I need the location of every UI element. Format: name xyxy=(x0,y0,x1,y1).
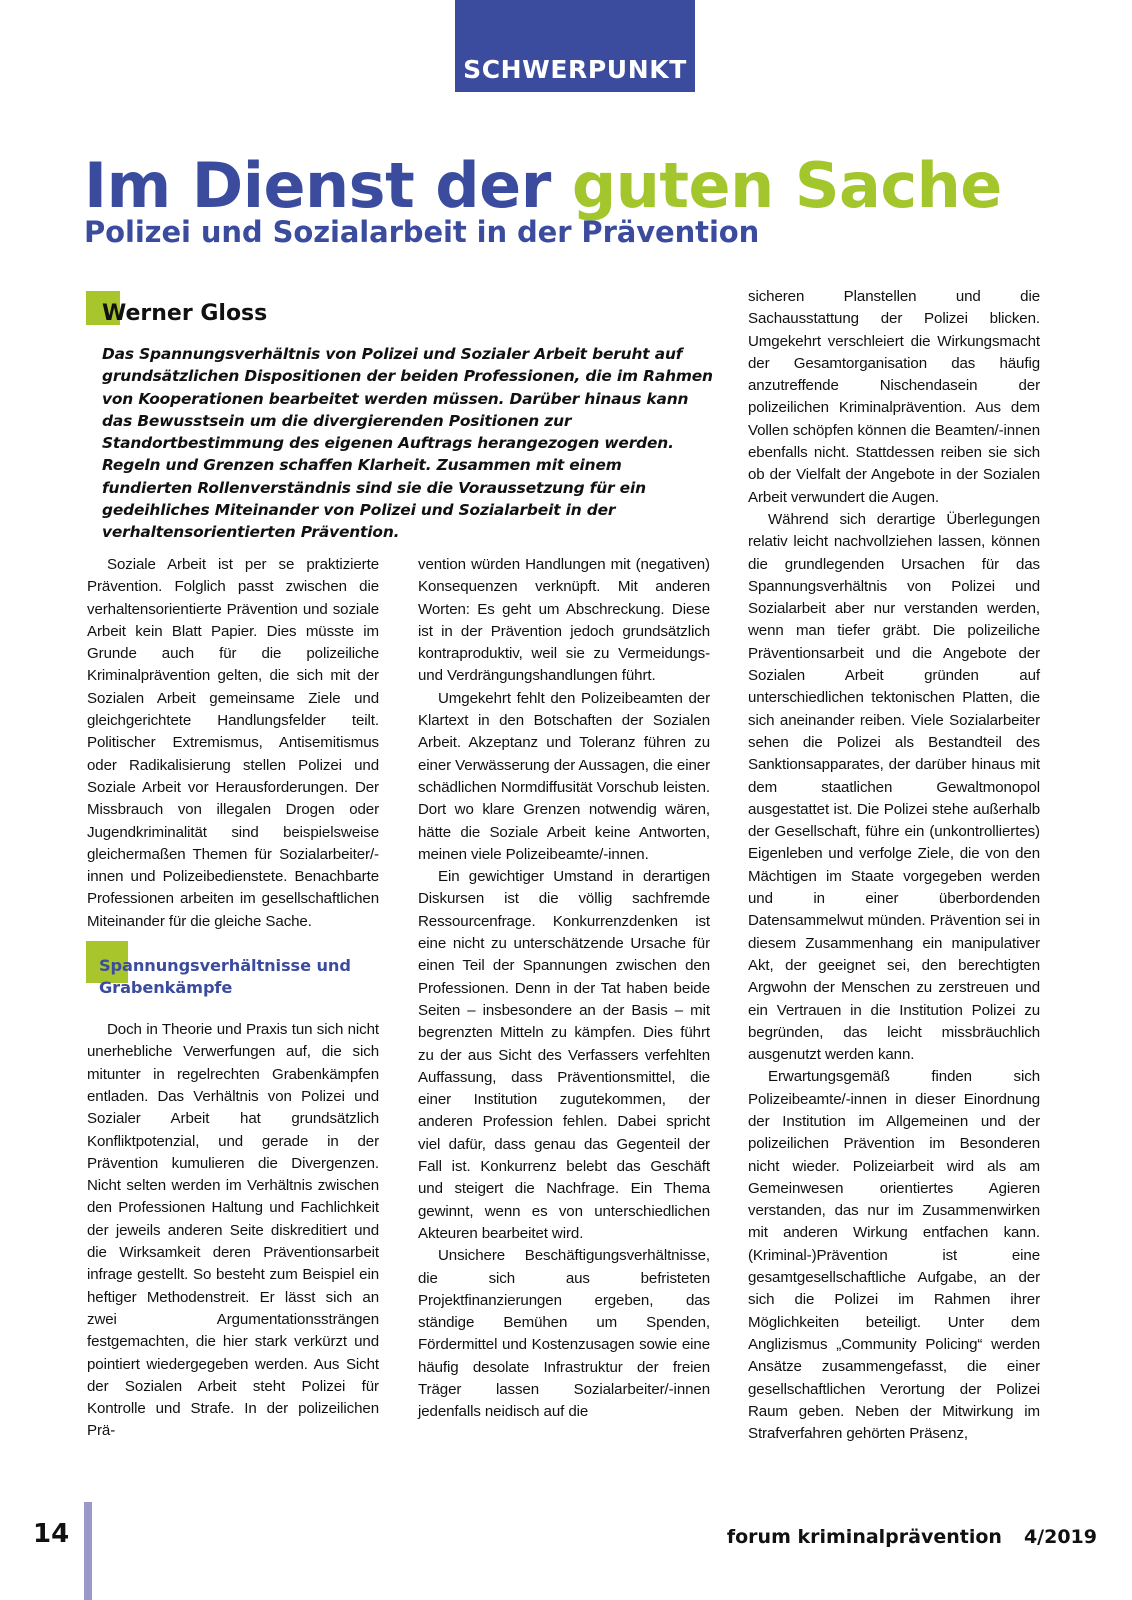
article-abstract: Das Spannungsverhältnis von Polizei und Sozialer Arbeit beruht auf grundsätzlichen Dispositionen der beiden Professionen, die im Rahmen von Kooperationen bearbeitet werden müssen. Darüber hinaus kann das Bewusstsein um die divergierenden Positionen zur Standortbestimmung des eigenen Auftrags herangezogen werden. Regeln und Grenzen schaffen Klarheit. Zusammen mit einem fundierten Rollenverständnis sind sie die Voraussetzung für ein gedeihliches Miteinander von Polizei und Sozialarbeit in der verhaltensorientierten Prävention. xyxy=(102,345,713,542)
section-kicker-box xyxy=(455,0,695,92)
footer-publication-info xyxy=(727,1528,1097,1547)
page-title-part-green: guten Sache xyxy=(571,148,1002,222)
body-column-1 xyxy=(87,554,379,1474)
paragraph: Soziale Arbeit ist per se praktizierte Prävention. Folglich passt zwischen die verhaltensorientierte Prävention und soziale Arbeit kein Blatt Papier. Dies müsste im Grunde auch für die polizeiliche Kriminalprävention gelten, die sich mit der Sozialen Arbeit gemeinsame Ziele und gleichgerichtete Handlungsfelder teilt. Politischer Extremismus, Antisemitismus oder Radikalisierung stellen Polizei und Soziale Arbeit vor Herausforderungen. Der Missbrauch von illegalen Drogen oder Jugendkriminalität sind beispielsweise gleichermaßen Themen für Sozialarbeiter/-innen und Polizeibedienstete. Benachbarte Professionen arbeiten im gesellschaftlichen Miteinander für die gleiche Sache. xyxy=(87,556,379,930)
paragraph: Unsichere Beschäftigungsverhältnisse, die sich aus befristeten Projektfinanzierungen ergeben, das ständige Bemühen um Spenden, Fördermittel und Kostenzusagen sowie eine häufig desolate Infrastruktur der freien Träger lassen Sozialarbeiter/-innen jedenfalls neidisch auf die xyxy=(418,1247,710,1421)
paragraph: Ein gewichtiger Umstand in derartigen Diskursen ist die völlig sachfremde Ressourcenfrage. Konkurrenzdenken ist eine nicht zu unterschätzende Ursache für einen Teil der Spannungen zwischen den Professionen. Denn in der Tat haben beide Seiten – insbesondere an der Basis – mit begrenzten Mitteln zu kämpfen. Dies führt zu der aus Sicht des Verfassers verfehlten Auffassung, dass Präventionsmittel, die einer Institution zugutekommen, der anderen Profession fehlen. Dabei spricht viel dafür, dass genau das Gegenteil der Fall ist. Konkurrenz belebt das Geschäft und steigert die Nachfrage. Ein Thema gewinnt, wenn es von unterschiedlichen Akteuren bearbeitet wird. xyxy=(418,868,710,1242)
issue-number: 4/2019 xyxy=(1023,1526,1097,1548)
paragraph: Doch in Theorie und Praxis tun sich nicht unerhebliche Verwerfungen auf, die sich mitunter in regelrechten Grabenkämpfen entladen. Das Verhältnis von Polizei und Sozialer Arbeit hat grundsätzlich Konfliktpotenzial, und gerade in der Prävention kumulieren die Divergenzen. Nicht selten werden im Verhältnis zwischen den Professionen Haltung und Fachlichkeit der jeweils anderen Seite diskreditiert und die Wirksamkeit deren Präventionsarbeit infrage gestellt. So besteht zum Beispiel ein heftiger Methodenstreit. Er lässt sich an zwei Argumentationssträngen festgemachten, die hier stark verkürzt und pointiert wiedergegeben werden. Aus Sicht der Sozialen Arbeit steht Polizei für Kontrolle und Strafe. In der polizeilichen Prä- xyxy=(87,1021,379,1440)
section-heading-block xyxy=(87,955,379,999)
paragraph: Erwartungsgemäß finden sich Polizeibeamte/-innen in dieser Einordnung der Institution im Allgemeinen und der polizeilichen Prävention im Besonderen nicht wieder. Polizeiarbeit wird als am Gemeinwesen orientiertes Agieren verstanden, das nur im Zusammenwirken mit anderen Wirkung entfachen kann. (Kriminal-)Prävention ist eine gesamtgesellschaftliche Aufgabe, an der sich die Polizei im Rahmen ihrer Möglichkeiten beteiligt. Unter dem Anglizismus „Community Policing“ werden Ansätze zusammengefasst, die einer gesellschaftlichen Verortung der Polizei Raum geben. Neben der Mitwirkung im Strafverfahren gehörten Präsenz, xyxy=(748,1068,1040,1443)
page-number: 14 xyxy=(33,1519,70,1549)
section-heading: Spannungsverhältnisse und Grabenkämpfe xyxy=(99,956,351,998)
page-title-part-blue: Im Dienst der xyxy=(84,148,572,222)
publication-name: forum kriminalprävention xyxy=(726,1526,1002,1548)
footer-accent-rule xyxy=(84,1502,92,1600)
body-column-2 xyxy=(418,554,710,1474)
paragraph: Während sich derartige Überlegungen relativ leicht nachvollziehen lassen, können die grundlegenden Ursachen für das Spannungsverhältnis von Polizei und Sozialarbeit aber nur verstanden werden, wenn man tiefer gräbt. Die polizeiliche Präventionsarbeit und die Angebote der Sozialen Arbeit gründen auf unterschiedlichen tektonischen Platten, die sich aneinander reiben. Viele Sozialarbeiter sehen die Polizei als Bestandteil des Sanktionsapparates, der darüber hinaus mit dem staatlichen Gewaltmonopol ausgestattet ist. Die Polizei stehe außerhalb der Gesellschaft, führe ein (unkontrolliertes) Eigenleben und verfolge Ziele, die von den Mächtigen im Staate vorgegeben werden und in einer überbordenden Datensammelwut münden. Prävention sei in diesem Zusammenhang ein manipulativer Akt, der geeignet sei, den berechtigten Argwohn der Menschen zu zerstreuen und ein Vertrauen in die Institution Polizei zu begründen, das leicht missbräuchlich ausgenutzt werden kann. xyxy=(748,510,1040,1064)
paragraph: sicheren Planstellen und die Sachausstattung der Polizei blicken. Umgekehrt verschleiert die Wirkungsmacht der Gesamtorganisation das häufig anzutreffende Nischendasein der polizeilichen Kriminalprävention. Aus dem Vollen schöpfen können die Beamten/-innen ebenfalls nicht. Stattdessen reiben sie sich ob der Vielfalt der Angebote in der Sozialen Arbeit verwundert die Augen. xyxy=(748,288,1040,506)
page-title xyxy=(84,148,1064,222)
paragraph: vention würden Handlungen mit (negativen) Konsequenzen verknüpft. Mit anderen Worten: Es geht um Abschreckung. Diese ist in der Prävention jedoch grundsätzlich kontraproduktiv, weil sie zu Vermeidungs- und Verdrängungshandlungen führt. xyxy=(418,556,710,685)
section-kicker-label: SCHWERPUNKT xyxy=(463,55,687,84)
body-column-3 xyxy=(748,286,1040,1476)
page-subtitle: Polizei und Sozialarbeit in der Prävention xyxy=(84,215,760,250)
article-author: Werner Gloss xyxy=(102,301,268,326)
paragraph: Umgekehrt fehlt den Polizeibeamten der Klartext in den Botschaften der Sozialen Arbeit. Akzeptanz und Toleranz führen zu einer Verwässerung der Aussagen, die einer schädlichen Normdiffusität Vorschub leisten. Dort wo klare Grenzen notwendig wären, hätte die Soziale Arbeit keine Antworten, meinen viele Polizeibeamte/-innen. xyxy=(418,689,710,863)
